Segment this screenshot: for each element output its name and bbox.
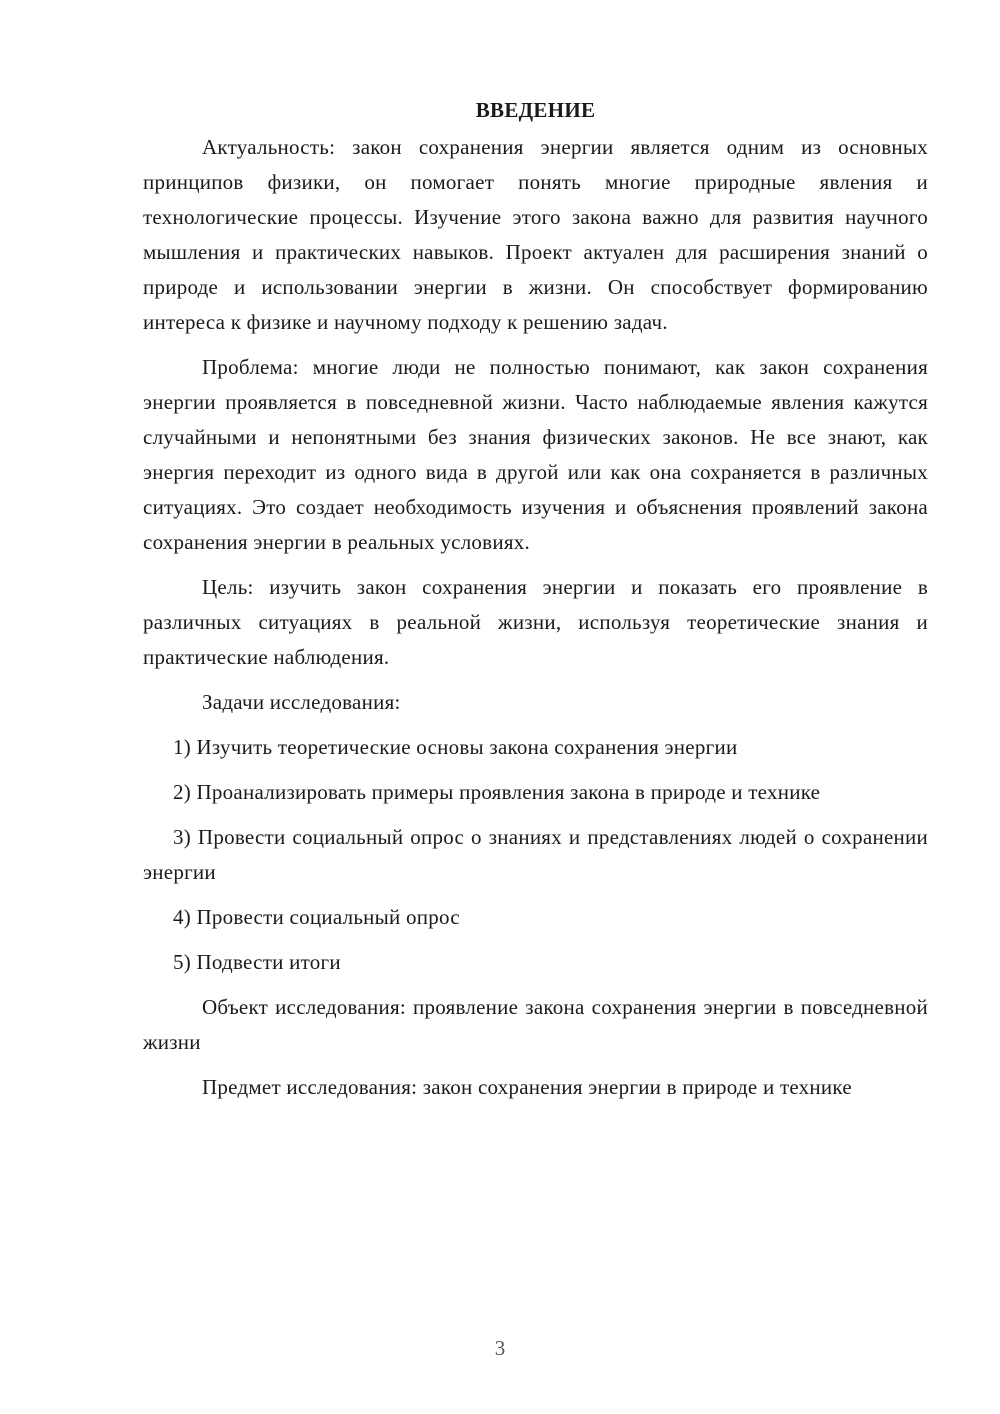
page-number: 3	[494, 1336, 506, 1360]
tasks-list	[143, 730, 928, 980]
task-item: 1) Изучить теоретические основы закона сохранения энергии	[173, 735, 738, 759]
problem-paragraph: Проблема: многие люди не полностью понимают, как закон сохранения энергии проявляется в повседневной жизни. Часто наблюдаемые явления кажутся случайными и непонятными без знания физических законов. Не все знают, как энергия переходит из одного вида в другой или как она сохраняется в различных ситуациях. Это создает необходимость изучения и объяснения проявлений закона сохранения энергии в реальных условиях.	[143, 355, 928, 554]
goal-paragraph: Цель: изучить закон сохранения энергии и показать его проявление в различных ситуациях в реальной жизни, используя теоретические знания и практические наблюдения.	[143, 575, 928, 669]
relevance-paragraph: Актуальность: закон сохранения энергии является одним из основных принципов физики, он помогает понять многие природные явления и технологические процессы. Изучение этого закона важно для развития научного мышления и практических навыков. Проект актуален для расширения знаний о природе и использовании энергии в жизни. Он способствует формированию интереса к физике и научному подходу к решению задач.	[143, 135, 928, 334]
tasks-title: Задачи исследования:	[202, 690, 401, 714]
research-subject-paragraph: Предмет исследования: закон сохранения энергии в природе и технике	[202, 1075, 852, 1099]
task-item: 2) Проанализировать примеры проявления закона в природе и технике	[173, 780, 821, 804]
page-content	[143, 93, 928, 1115]
task-item: 5) Подвести итоги	[173, 950, 341, 974]
section-heading: ВВЕДЕНИЕ	[475, 98, 596, 122]
task-item: 3) Провести социальный опрос о знаниях и представлениях людей о сохранении энергии	[143, 825, 928, 884]
research-object-paragraph: Объект исследования: проявление закона сохранения энергии в повседневной жизни	[143, 995, 928, 1054]
task-item: 4) Провести социальный опрос	[173, 905, 460, 929]
